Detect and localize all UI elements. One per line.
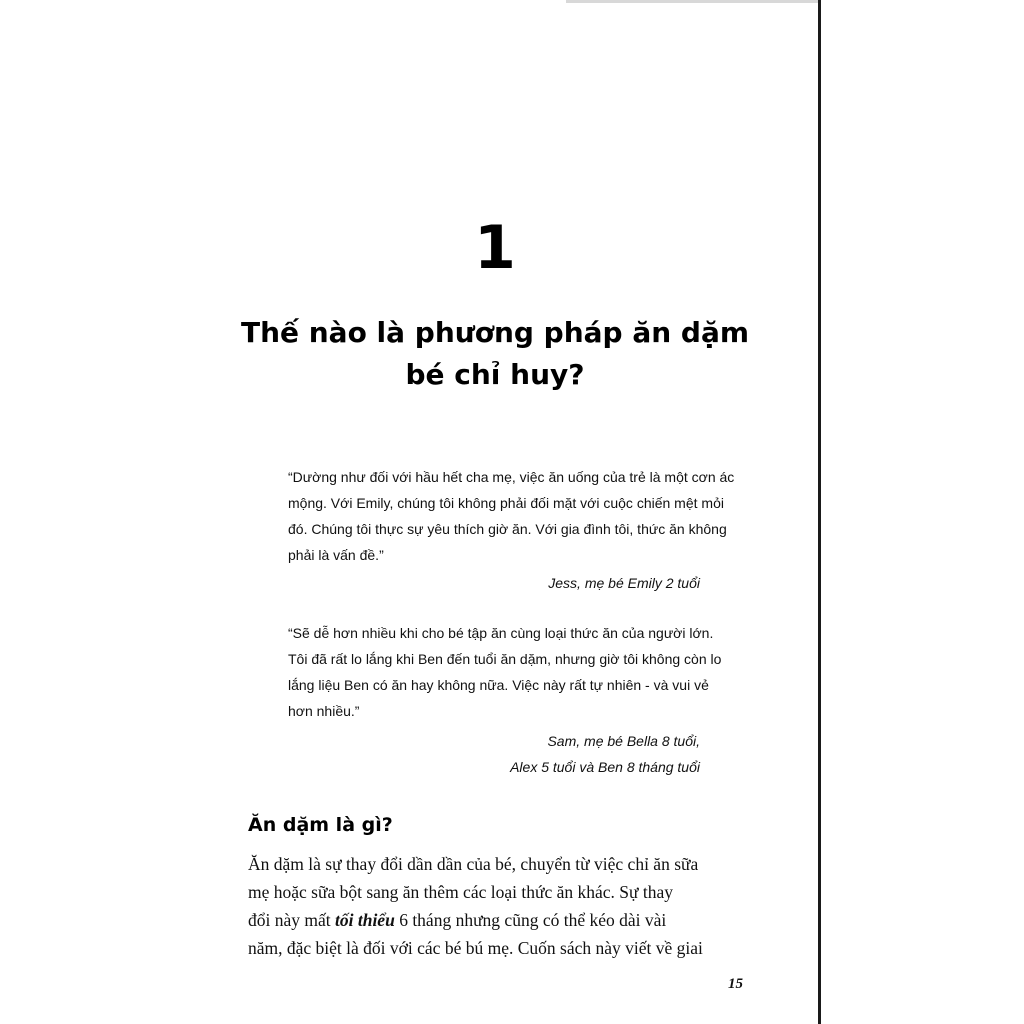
quote-1-line-4: phải là vấn đề.” xyxy=(288,547,384,563)
body-line-1-text: Ăn dặm là sự thay đổi dần dần của bé, chuyển từ việc chỉ ăn sữa xyxy=(248,854,699,874)
body-line-3 xyxy=(248,906,768,934)
chapter-title-line-2: bé chỉ huy? xyxy=(405,358,585,391)
chapter-number: 1 xyxy=(474,213,516,283)
quote-2-line-3: lắng liệu Ben có ăn hay không nữa. Việc này rất tự nhiên - và vui vẻ xyxy=(288,677,709,693)
body-line-3-text-after: 6 tháng nhưng cũng có thể kéo dài vài xyxy=(394,910,667,930)
quote-block-1 xyxy=(288,464,735,596)
page-number: 15 xyxy=(728,976,743,992)
quote-attribution-1 xyxy=(288,570,700,596)
body-line-2 xyxy=(248,878,768,906)
chapter-title-line-1: Thế nào là phương pháp ăn dặm xyxy=(240,316,750,349)
quote-1-attribution-line-1: Jess, mẹ bé Emily 2 tuổi xyxy=(548,575,700,591)
chapter-title xyxy=(230,312,760,396)
quote-2-attribution-line-2: Alex 5 tuổi và Ben 8 tháng tuổi xyxy=(510,759,700,775)
quote-2-line-2: Tôi đã rất lo lắng khi Ben đến tuổi ăn dặm, nhưng giờ tôi không còn lo xyxy=(288,651,722,667)
section-body xyxy=(248,850,768,962)
quote-block-2 xyxy=(288,620,722,780)
body-line-4-text: năm, đặc biệt là đối với các bé bú mẹ. Cuốn sách này viết về giai xyxy=(248,938,703,958)
quote-attribution-2 xyxy=(288,728,700,780)
body-line-3-text-before: đổi này mất xyxy=(248,910,335,930)
body-line-3-emphasis: tối thiểu xyxy=(335,910,395,930)
section-heading: Ăn dặm là gì? xyxy=(248,814,393,836)
quote-1-line-3: đó. Chúng tôi thực sự yêu thích giờ ăn. Với gia đình tôi, thức ăn không xyxy=(288,521,727,537)
top-rule xyxy=(566,0,820,3)
body-line-4 xyxy=(248,934,768,962)
page-spine-edge xyxy=(818,0,821,1024)
body-line-1 xyxy=(248,850,768,878)
quote-text-2 xyxy=(288,620,722,724)
quote-2-line-1: “Sẽ dễ hơn nhiều khi cho bé tập ăn cùng loại thức ăn của người lớn. xyxy=(288,625,714,641)
quote-2-line-4: hơn nhiều.” xyxy=(288,703,360,719)
quote-text-1 xyxy=(288,464,735,568)
quote-1-line-1: “Dường như đối với hầu hết cha mẹ, việc ăn uống của trẻ là một cơn ác xyxy=(288,469,735,485)
quote-1-line-2: mộng. Với Emily, chúng tôi không phải đối mặt với cuộc chiến mệt mỏi xyxy=(288,495,724,511)
quote-2-attribution-line-1: Sam, mẹ bé Bella 8 tuổi, xyxy=(547,733,700,749)
body-line-2-text: mẹ hoặc sữa bột sang ăn thêm các loại thức ăn khác. Sự thay xyxy=(248,882,673,902)
